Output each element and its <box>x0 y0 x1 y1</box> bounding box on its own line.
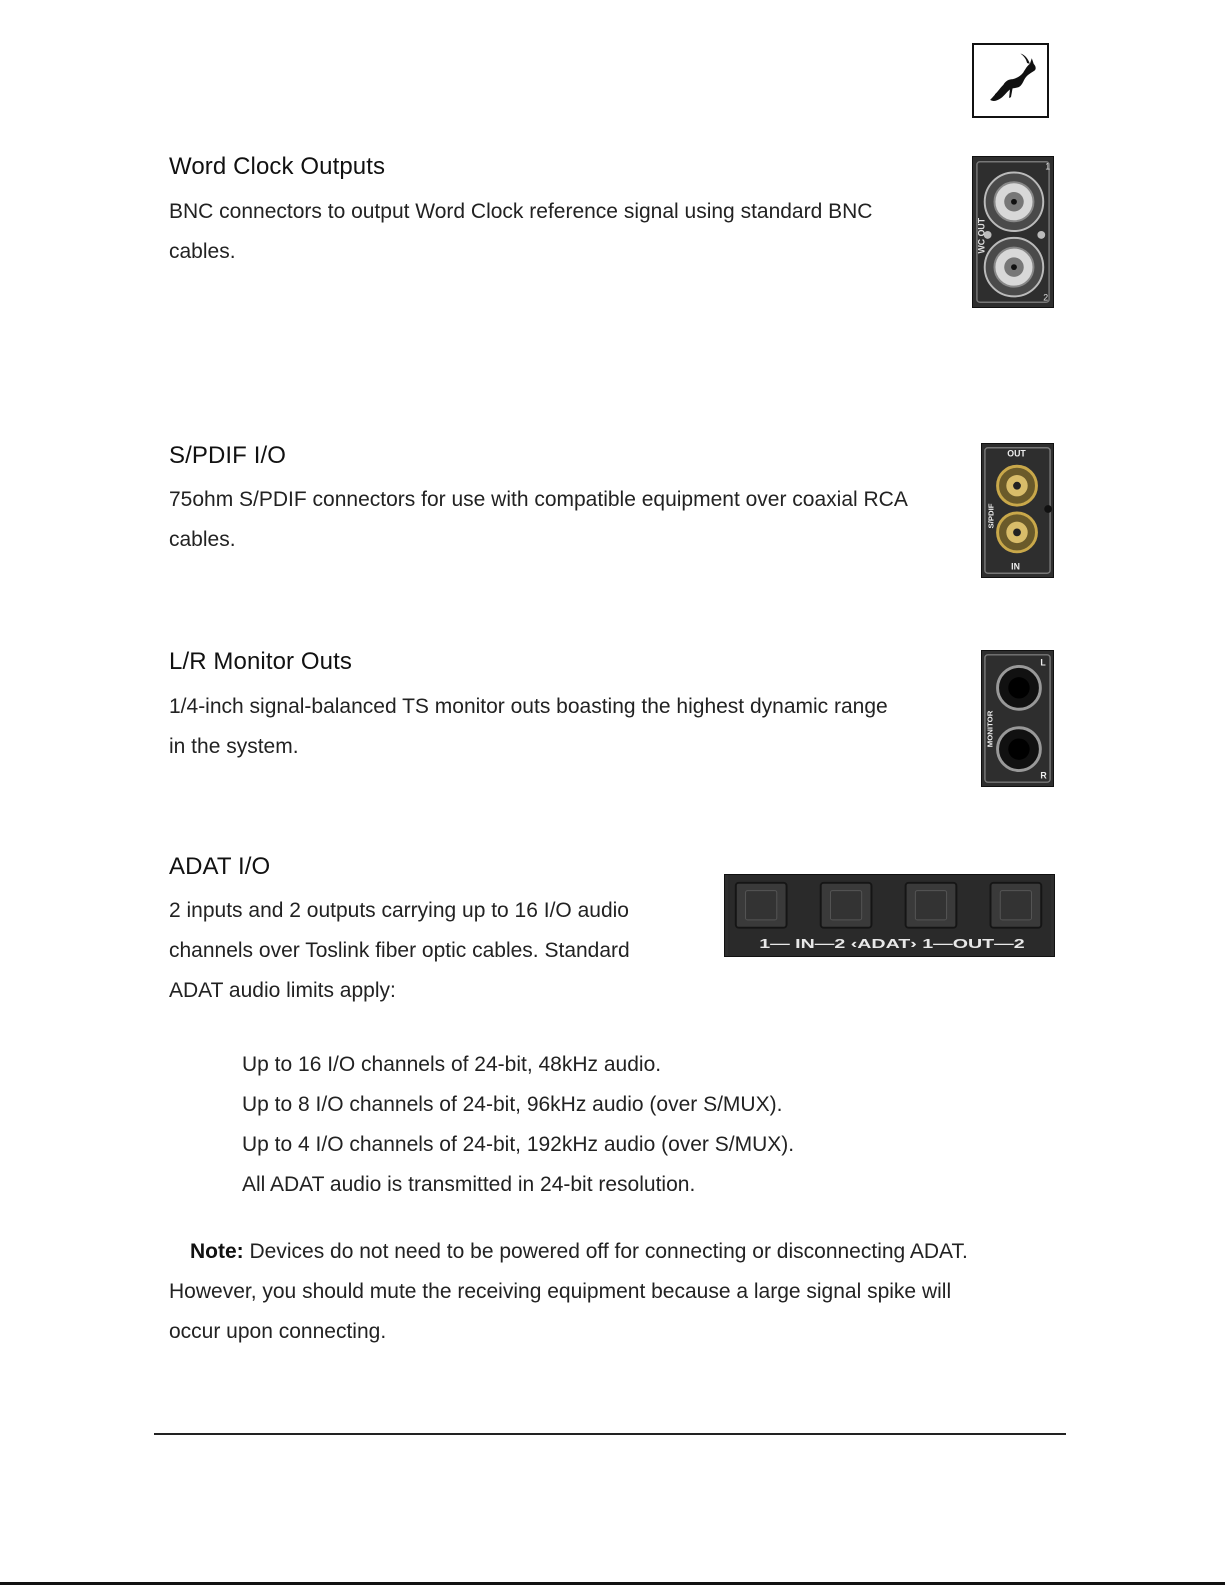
svg-text:S/PDIF: S/PDIF <box>986 503 996 529</box>
adat-line-2: channels over Toslink fiber optic cables. Standard <box>169 939 630 962</box>
note-line-3: occur upon connecting. <box>169 1320 387 1343</box>
svg-text:IN: IN <box>1011 561 1020 572</box>
svg-text:R: R <box>1040 770 1047 781</box>
note-line-2: However, you should mute the receiving equipment because a large signal spike will <box>169 1280 952 1303</box>
footer-divider <box>154 1433 1066 1435</box>
monitor-heading: L/R Monitor Outs <box>169 648 352 675</box>
monitor-description <box>169 687 888 767</box>
adat-limits-list <box>242 1045 794 1205</box>
adat-line-1: 2 inputs and 2 outputs carrying up to 16 I/O audio <box>169 899 629 922</box>
word-clock-line-1: BNC connectors to output Word Clock reference signal using standard BNC <box>169 200 873 223</box>
svg-text:MONITOR: MONITOR <box>985 710 995 748</box>
adat-heading: ADAT I/O <box>169 853 271 880</box>
list-item: Up to 4 I/O channels of 24-bit, 192kHz audio (over S/MUX). <box>242 1133 795 1156</box>
adat-panel-label: 1— IN—2 ‹ADAT› 1—OUT—2 <box>759 937 1025 952</box>
word-clock-description <box>169 192 872 272</box>
spdif-panel-image <box>981 443 1054 578</box>
note-label: Note: <box>190 1240 244 1263</box>
monitor-line-1: 1/4-inch signal-balanced TS monitor outs boasting the highest dynamic range <box>169 695 888 718</box>
word-clock-heading: Word Clock Outputs <box>169 153 386 180</box>
list-item: Up to 16 I/O channels of 24-bit, 48kHz audio. <box>242 1053 662 1076</box>
adat-panel-image <box>724 874 1055 957</box>
spdif-line-1: 75ohm S/PDIF connectors for use with compatible equipment over coaxial RCA <box>169 488 908 511</box>
monitor-line-2: in the system. <box>169 735 299 758</box>
spdif-heading: S/PDIF I/O <box>169 442 287 469</box>
spdif-description <box>169 480 908 560</box>
list-item: Up to 8 I/O channels of 24-bit, 96kHz audio (over S/MUX). <box>242 1093 783 1116</box>
svg-text:OUT: OUT <box>1007 448 1026 459</box>
svg-text:L: L <box>1040 657 1046 668</box>
antelope-logo-icon <box>972 43 1049 118</box>
monitor-panel-image <box>981 650 1054 787</box>
adat-line-3: ADAT audio limits apply: <box>169 979 396 1002</box>
adat-description <box>169 891 630 1011</box>
spdif-line-2: cables. <box>169 528 236 551</box>
note-line-1 <box>169 1232 1049 1272</box>
svg-text:WC OUT: WC OUT <box>976 217 987 254</box>
word-clock-line-2: cables. <box>169 240 236 263</box>
word-clock-panel-image <box>972 156 1054 308</box>
svg-text:2: 2 <box>1043 292 1049 303</box>
svg-text:1: 1 <box>1045 161 1051 172</box>
note-text-1: Devices do not need to be powered off for connecting or disconnecting ADAT. <box>243 1240 968 1263</box>
note-paragraph <box>169 1232 1049 1352</box>
list-item: All ADAT audio is transmitted in 24-bit resolution. <box>242 1173 696 1196</box>
